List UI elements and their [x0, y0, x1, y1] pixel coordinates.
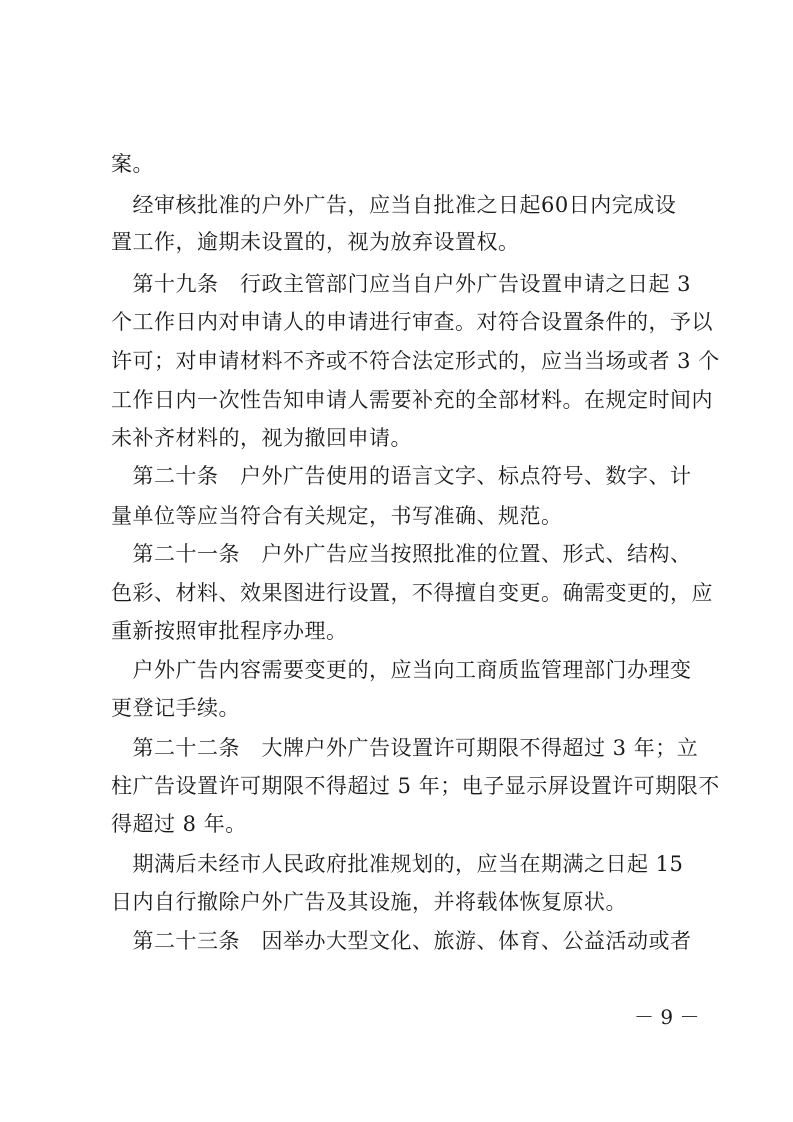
text-line: 个工作日内对申请人的申请进行审查。对符合设置条件的，予以: [111, 310, 713, 334]
text-line: 第十九条 行政主管部门应当自户外广告设置申请之日起 3: [111, 272, 692, 296]
text-line: 未补齐材料的，视为撤回申请。: [111, 426, 412, 450]
text-line: 第二十条 户外广告使用的语言文字、标点符号、数字、计: [111, 464, 692, 488]
text-line: 第二十三条 因举办大型文化、旅游、体育、公益活动或者: [111, 929, 692, 953]
text-line: 得超过 8 年。: [111, 812, 247, 836]
text-line: 量单位等应当符合有关规定，书写准确、规范。: [111, 504, 563, 528]
text-line: 户外广告内容需要变更的，应当向工商质监管理部门办理变: [111, 658, 692, 682]
text-line: 期满后未经市人民政府批准规划的，应当在期满之日起 15: [111, 852, 684, 876]
text-line: 重新按照审批程序办理。: [111, 619, 348, 643]
text-line: 案。: [111, 152, 154, 176]
text-line: 第二十二条 大牌户外广告设置许可期限不得超过 3 年；立: [111, 736, 699, 760]
text-line: 经审核批准的户外广告，应当自批准之日起60日内完成设: [111, 193, 677, 217]
text-line: 柱广告设置许可期限不得超过 5 年；电子显示屏设置许可期限不: [111, 774, 720, 798]
text-line: 工作日内一次性告知申请人需要补充的全部材料。在规定时间内: [111, 388, 713, 412]
text-line: 更登记手续。: [111, 696, 240, 720]
text-line: 第二十一条 户外广告应当按照批准的位置、形式、结构、: [111, 542, 692, 566]
page-number: － 9 －: [634, 1005, 700, 1029]
text-line: 日内自行撤除户外广告及其设施，并将载体恢复原状。: [111, 890, 627, 914]
text-line: 色彩、材料、效果图进行设置，不得擅自变更。确需变更的，应: [111, 581, 713, 605]
text-line: 置工作，逾期未设置的，视为放弃设置权。: [111, 230, 520, 254]
text-line: 许可；对申请材料不齐或不符合法定形式的，应当当场或者 3 个: [111, 349, 720, 373]
